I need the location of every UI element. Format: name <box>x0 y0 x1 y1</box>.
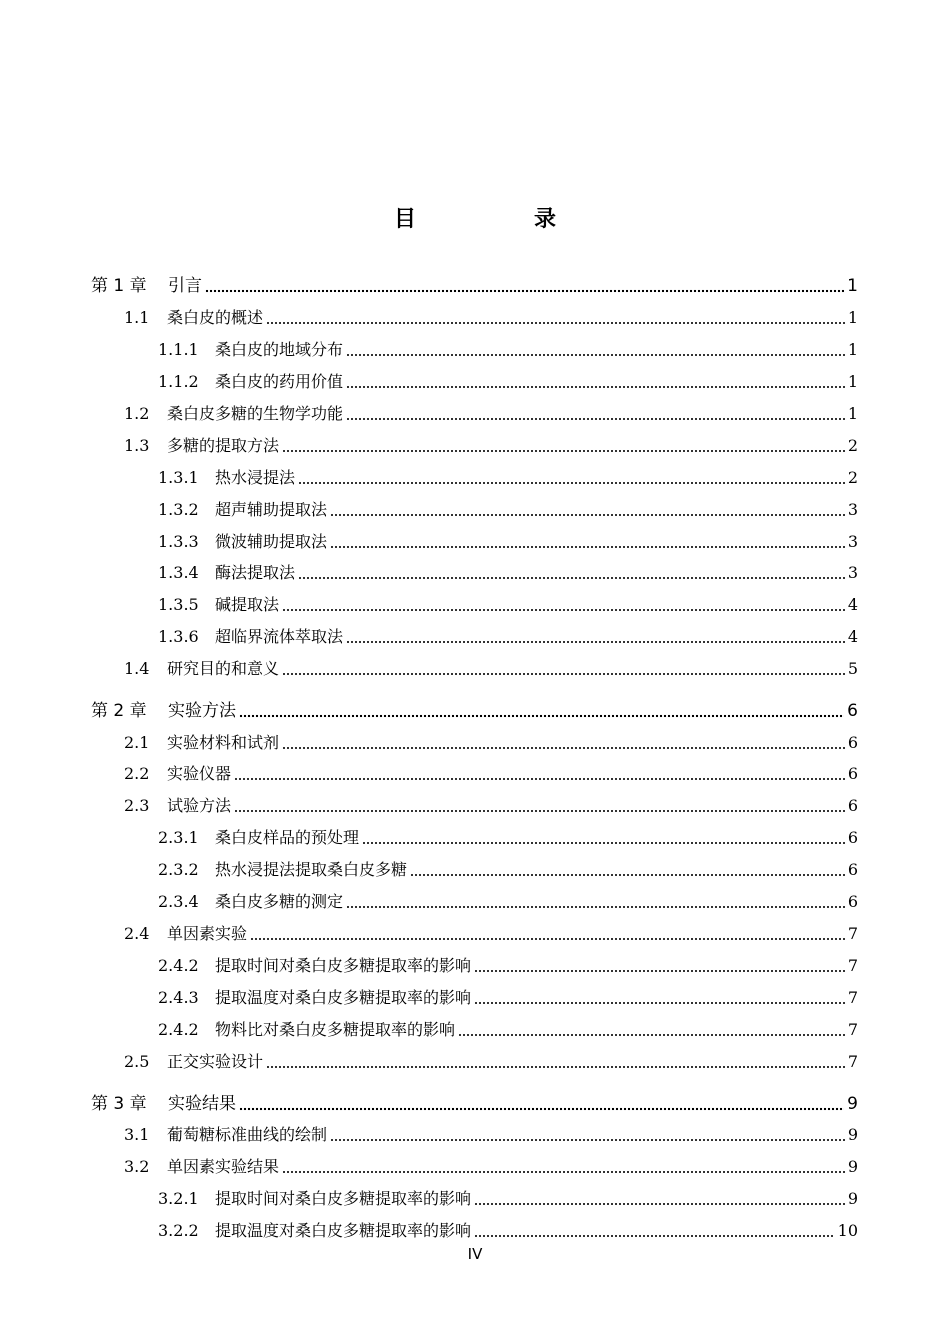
toc-entry-number: 1.3.6 <box>158 627 199 646</box>
toc-entry-page: 6 <box>847 701 858 721</box>
dot-leader <box>458 1033 845 1037</box>
toc-entry-subsection[interactable] <box>158 826 858 850</box>
toc-entry-chapter[interactable] <box>91 274 858 298</box>
dot-leader <box>234 777 845 781</box>
toc-entry-title: 试验方法 <box>167 796 232 815</box>
toc-entry-number: 1.1 <box>124 308 150 327</box>
dot-leader <box>239 1107 844 1111</box>
toc-entry-number: 1.3.4 <box>158 563 199 582</box>
toc-entry-title: 实验方法 <box>168 701 236 721</box>
toc-entry-number: 2.3.4 <box>158 892 199 911</box>
toc-entry-section[interactable] <box>124 794 858 818</box>
toc-entry-subsection[interactable] <box>158 625 858 649</box>
toc-entry-title: 提取温度对桑白皮多糖提取率的影响 <box>215 988 472 1007</box>
dot-leader <box>282 672 845 676</box>
dot-leader <box>330 513 845 517</box>
toc-entry-number: 3.2.1 <box>158 1189 199 1208</box>
toc-entry-page: 6 <box>847 764 858 783</box>
toc-entry-title: 正交实验设计 <box>167 1052 264 1071</box>
toc-entry-title: 研究目的和意义 <box>167 659 280 678</box>
toc-entry-page: 1 <box>847 340 858 359</box>
dot-leader <box>474 1234 835 1238</box>
toc-entry-subsection[interactable] <box>158 338 858 362</box>
toc-entry-number: 1.4 <box>124 659 150 678</box>
toc-entry-number: 1.3.3 <box>158 532 199 551</box>
toc-entry-title: 实验材料和试剂 <box>167 733 280 752</box>
toc-entry-title: 提取时间对桑白皮多糖提取率的影响 <box>215 1189 472 1208</box>
dot-leader <box>266 321 845 325</box>
toc-entry-subsection[interactable] <box>158 1219 858 1243</box>
toc-entry-page: 1 <box>847 308 858 327</box>
dot-leader <box>474 1202 845 1206</box>
toc-entry-number: 2.1 <box>124 733 150 752</box>
toc-entry-number: 2.4.3 <box>158 988 199 1007</box>
toc-entry-number: 3.1 <box>124 1125 150 1144</box>
toc-entry-section[interactable] <box>124 1050 858 1074</box>
toc-entry-title: 多糖的提取方法 <box>167 436 280 455</box>
toc-entry-title: 碱提取法 <box>215 595 280 614</box>
toc-entry-title: 桑白皮多糖的测定 <box>215 892 344 911</box>
toc-entry-number: 2.3.1 <box>158 828 199 847</box>
dot-leader <box>346 385 845 389</box>
toc-entry-title: 葡萄糖标准曲线的绘制 <box>167 1125 328 1144</box>
dot-leader <box>410 873 845 877</box>
toc-entry-page: 7 <box>847 1052 858 1071</box>
toc-entry-page: 7 <box>847 988 858 1007</box>
dot-leader <box>474 1001 845 1005</box>
dot-leader <box>239 714 844 718</box>
toc-entry-title: 实验结果 <box>168 1094 236 1114</box>
toc-entry-page: 1 <box>847 276 858 296</box>
toc-entry-title: 单因素实验结果 <box>167 1157 280 1176</box>
toc-entry-section[interactable] <box>124 731 858 755</box>
toc-entry-section[interactable] <box>124 657 858 681</box>
toc-entry-number: 1.3.1 <box>158 468 199 487</box>
toc-entry-title: 热水浸提法提取桑白皮多糖 <box>215 860 408 879</box>
toc-entry-subsection[interactable] <box>158 954 858 978</box>
dot-leader <box>346 640 845 644</box>
toc-entry-page: 9 <box>847 1157 858 1176</box>
toc-entry-page: 9 <box>847 1094 858 1114</box>
toc-entry-number: 1.1.1 <box>158 340 199 359</box>
toc-entry-title: 桑白皮的药用价值 <box>215 372 344 391</box>
toc-entry-number: 第 2 章 <box>91 701 147 721</box>
toc-entry-number: 2.2 <box>124 764 150 783</box>
toc-entry-title: 实验仪器 <box>167 764 232 783</box>
toc-entry-title: 桑白皮的概述 <box>167 308 264 327</box>
toc-entry-number: 1.3 <box>124 436 150 455</box>
dot-leader <box>282 1170 845 1174</box>
toc-entry-title: 热水浸提法 <box>215 468 296 487</box>
toc-entry-number: 1.3.2 <box>158 500 199 519</box>
dot-leader <box>282 746 845 750</box>
dot-leader <box>346 353 845 357</box>
page-number-footer: IV <box>467 1245 483 1263</box>
toc-entry-subsection[interactable] <box>158 561 858 585</box>
toc-entry-page: 2 <box>847 468 858 487</box>
toc-entry-page: 9 <box>847 1189 858 1208</box>
toc-entry-section[interactable] <box>124 922 858 946</box>
dot-leader <box>282 608 845 612</box>
toc-entry-page: 4 <box>847 627 858 646</box>
toc-entry-page: 3 <box>847 500 858 519</box>
toc-entry-page: 1 <box>847 372 858 391</box>
toc-entry-page: 6 <box>847 892 858 911</box>
toc-entry-number: 3.2.2 <box>158 1221 199 1240</box>
dot-leader <box>346 417 845 421</box>
toc-entry-chapter[interactable] <box>91 699 858 723</box>
dot-leader <box>330 1138 845 1142</box>
toc-entry-page: 6 <box>847 733 858 752</box>
toc-entry-section[interactable] <box>124 434 858 458</box>
toc-entry-page: 9 <box>847 1125 858 1144</box>
toc-entry-number: 1.2 <box>124 404 150 423</box>
toc-entry-number: 第 1 章 <box>91 276 147 296</box>
toc-entry-title: 提取温度对桑白皮多糖提取率的影响 <box>215 1221 472 1240</box>
toc-entry-title: 超声辅助提取法 <box>215 500 328 519</box>
toc-entry-title: 桑白皮样品的预处理 <box>215 828 360 847</box>
toc-entry-subsection[interactable] <box>158 986 858 1010</box>
toc-entry-title: 物料比对桑白皮多糖提取率的影响 <box>215 1020 456 1039</box>
toc-entry-number: 2.4.2 <box>158 956 199 975</box>
toc-entry-page: 7 <box>847 924 858 943</box>
toc-entry-section[interactable] <box>124 402 858 426</box>
toc-entry-title: 酶法提取法 <box>215 563 296 582</box>
dot-leader <box>234 809 845 813</box>
dot-leader <box>474 969 845 973</box>
toc-entry-title: 引言 <box>168 276 202 296</box>
dot-leader <box>266 1065 845 1069</box>
toc-entry-page: 2 <box>847 436 858 455</box>
toc-entry-page: 4 <box>847 595 858 614</box>
dot-leader <box>362 841 845 845</box>
dot-leader <box>205 289 844 293</box>
toc-entry-page: 6 <box>847 796 858 815</box>
toc-entry-section[interactable] <box>124 1123 858 1147</box>
toc-entry-subsection[interactable] <box>158 593 858 617</box>
toc-entry-section[interactable] <box>124 306 858 330</box>
toc-entry-title: 提取时间对桑白皮多糖提取率的影响 <box>215 956 472 975</box>
toc-entry-title: 桑白皮多糖的生物学功能 <box>167 404 344 423</box>
dot-leader <box>250 937 845 941</box>
toc-entry-number: 1.3.5 <box>158 595 199 614</box>
toc-entry-title: 桑白皮的地域分布 <box>215 340 344 359</box>
toc-entry-number: 第 3 章 <box>91 1094 147 1114</box>
toc-entry-section[interactable] <box>124 1155 858 1179</box>
toc-entry-number: 3.2 <box>124 1157 150 1176</box>
toc-entry-number: 2.3 <box>124 796 150 815</box>
toc-entry-number: 2.5 <box>124 1052 150 1071</box>
toc-entry-chapter[interactable] <box>91 1092 858 1116</box>
toc-entry-number: 2.3.2 <box>158 860 199 879</box>
toc-entry-title: 超临界流体萃取法 <box>215 627 344 646</box>
toc-entry-title: 微波辅助提取法 <box>215 532 328 551</box>
toc-entry-subsection[interactable] <box>158 858 858 882</box>
toc-entry-page: 5 <box>847 659 858 678</box>
toc-entry-number: 1.1.2 <box>158 372 199 391</box>
toc-entry-subsection[interactable] <box>158 498 858 522</box>
toc-entry-title: 单因素实验 <box>167 924 248 943</box>
page-title: 目 录 <box>393 207 604 232</box>
toc-entry-subsection[interactable] <box>158 890 858 914</box>
dot-leader <box>298 576 845 580</box>
toc-entry-subsection[interactable] <box>158 370 858 394</box>
dot-leader <box>346 905 845 909</box>
toc-entry-number: 2.4 <box>124 924 150 943</box>
dot-leader <box>298 481 845 485</box>
toc-entry-page: 3 <box>847 532 858 551</box>
toc-entry-page: 3 <box>847 563 858 582</box>
toc-entry-subsection[interactable] <box>158 1018 858 1042</box>
toc-entry-page: 1 <box>847 404 858 423</box>
toc-entry-page: 6 <box>847 828 858 847</box>
toc-entry-subsection[interactable] <box>158 1187 858 1211</box>
toc-entry-page: 7 <box>847 1020 858 1039</box>
toc-entry-page: 6 <box>847 860 858 879</box>
dot-leader <box>282 449 845 453</box>
toc-entry-subsection[interactable] <box>158 530 858 554</box>
toc-entry-page: 7 <box>847 956 858 975</box>
toc-entry-section[interactable] <box>124 762 858 786</box>
toc-entry-page: 10 <box>837 1221 858 1240</box>
toc-entry-subsection[interactable] <box>158 466 858 490</box>
dot-leader <box>330 545 845 549</box>
toc-entry-number: 2.4.2 <box>158 1020 199 1039</box>
